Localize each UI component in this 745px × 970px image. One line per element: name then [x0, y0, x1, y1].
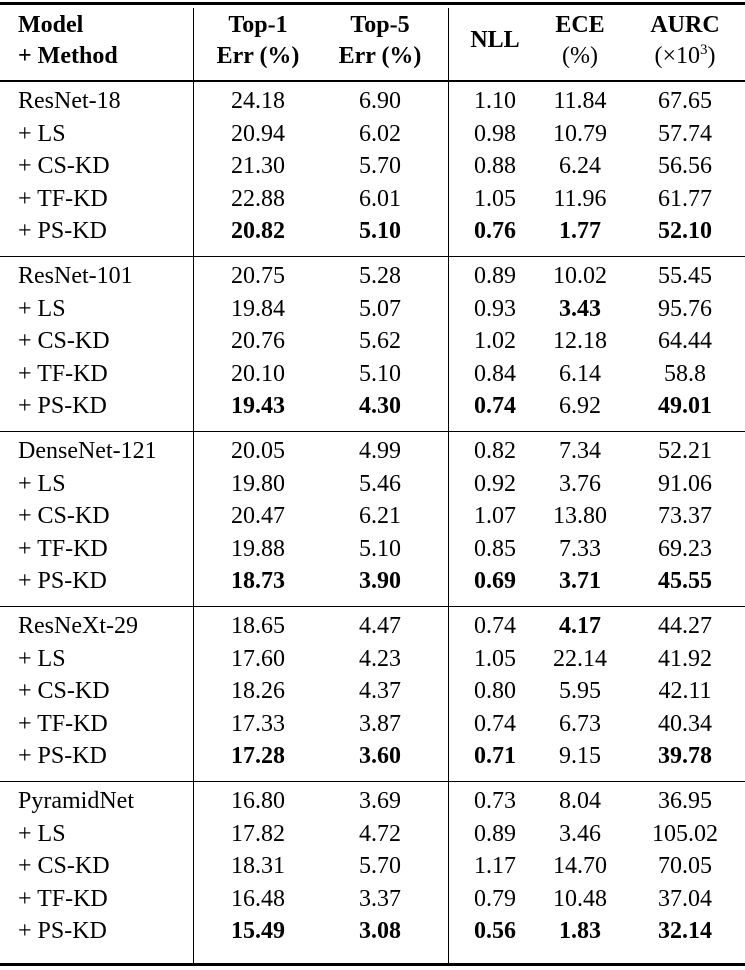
nll-cell: 0.76	[474, 218, 516, 244]
nll-cell: 0.89	[474, 263, 516, 289]
nll-cell: 0.98	[474, 120, 516, 147]
nll-cell: 0.69	[474, 568, 516, 594]
method-cell: ResNet-101	[18, 263, 133, 289]
nll-cell: 0.79	[474, 885, 516, 912]
ece-cell: 10.02	[553, 263, 607, 289]
ece-cell: 22.14	[553, 645, 607, 672]
method-cell: + CS-KD	[18, 678, 110, 704]
header-rule	[0, 80, 745, 82]
top1-cell: 19.80	[231, 470, 285, 497]
aurc-cell: 73.37	[658, 503, 712, 529]
nll-cell: 0.82	[474, 438, 516, 464]
aurc-cell: 95.76	[658, 295, 712, 322]
top5-cell: 4.23	[359, 645, 401, 672]
ece-cell: 1.83	[559, 918, 601, 944]
aurc-cell: 32.14	[658, 918, 712, 944]
top5-cell: 3.60	[359, 743, 401, 769]
top5-cell: 5.10	[359, 218, 401, 244]
method-cell: + CS-KD	[18, 153, 110, 179]
nll-cell: 1.05	[474, 645, 516, 672]
aurc-cell: 56.56	[658, 153, 712, 179]
top1-cell: 16.48	[231, 885, 285, 912]
aurc-cell: 64.44	[658, 328, 712, 354]
method-cell: + LS	[18, 470, 66, 497]
top5-cell: 5.10	[359, 360, 401, 387]
ece-cell: 7.33	[559, 535, 601, 562]
top1-cell: 20.82	[231, 218, 285, 244]
ece-cell: 5.95	[559, 678, 601, 704]
top5-cell: 4.30	[359, 393, 401, 419]
top5-cell: 3.37	[359, 885, 401, 912]
group-rule	[0, 781, 745, 783]
method-cell: + PS-KD	[18, 918, 107, 944]
top1-cell: 20.75	[231, 263, 285, 289]
aurc-cell: 70.05	[658, 853, 712, 879]
ece-cell: 7.34	[559, 438, 601, 464]
nll-cell: 1.02	[474, 328, 516, 354]
aurc-cell: 41.92	[658, 645, 712, 672]
ece-cell: 3.76	[559, 470, 601, 497]
top1-cell: 19.88	[231, 535, 285, 562]
top5-cell: 4.72	[359, 820, 401, 847]
ece-cell: 6.14	[559, 360, 601, 387]
aurc-unit-close: )	[707, 43, 716, 69]
aurc-cell: 105.02	[652, 820, 718, 847]
ece-cell: 12.18	[553, 328, 607, 354]
top1-cell: 20.10	[231, 360, 285, 387]
top5-cell: 4.37	[359, 678, 401, 704]
nll-cell: 0.93	[474, 295, 516, 322]
top1-cell: 18.65	[231, 613, 285, 639]
top1-cell: 15.49	[231, 918, 285, 944]
method-cell: + TF-KD	[18, 360, 108, 387]
aurc-cell: 67.65	[658, 88, 712, 114]
aurc-cell: 37.04	[658, 885, 712, 912]
top1-cell: 20.76	[231, 328, 285, 354]
method-cell: ResNet-18	[18, 88, 121, 114]
top1-cell: 16.80	[231, 788, 285, 814]
header-top5-unit: Err (%)	[338, 43, 422, 69]
header-top1: Top-1	[228, 12, 288, 38]
method-cell: + TF-KD	[18, 885, 108, 912]
top5-cell: 4.47	[359, 613, 401, 639]
top1-cell: 24.18	[231, 88, 285, 114]
ece-cell: 9.15	[559, 743, 601, 769]
aurc-cell: 55.45	[658, 263, 712, 289]
top5-cell: 3.08	[359, 918, 401, 944]
aurc-cell: 57.74	[658, 120, 712, 147]
bottom-rule	[0, 963, 745, 966]
top5-cell: 3.69	[359, 788, 401, 814]
method-cell: + CS-KD	[18, 853, 110, 879]
header-ece: ECE	[555, 12, 605, 38]
method-cell: + PS-KD	[18, 568, 107, 594]
top5-cell: 5.70	[359, 153, 401, 179]
top5-cell: 4.99	[359, 438, 401, 464]
top1-cell: 17.28	[231, 743, 285, 769]
top5-cell: 5.70	[359, 853, 401, 879]
nll-cell: 1.05	[474, 185, 516, 212]
ece-cell: 3.71	[559, 568, 601, 594]
top5-cell: 5.07	[359, 295, 401, 322]
ece-cell: 8.04	[559, 788, 601, 814]
nll-cell: 0.85	[474, 535, 516, 562]
nll-cell: 0.84	[474, 360, 516, 387]
nll-cell: 1.17	[474, 853, 516, 879]
method-cell: + LS	[18, 120, 66, 147]
ece-cell: 14.70	[553, 853, 607, 879]
ece-cell: 3.43	[559, 295, 601, 322]
ece-cell: 10.79	[553, 120, 607, 147]
top5-cell: 3.87	[359, 710, 401, 737]
method-cell: + LS	[18, 645, 66, 672]
method-cell: + CS-KD	[18, 503, 110, 529]
top1-cell: 22.88	[231, 185, 285, 212]
header-ece-unit: (%)	[562, 43, 598, 69]
ece-cell: 6.92	[559, 393, 601, 419]
vertical-divider-2	[448, 8, 449, 965]
aurc-cell: 58.8	[664, 360, 706, 387]
top1-cell: 20.47	[231, 503, 285, 529]
ece-cell: 11.84	[553, 88, 607, 114]
top1-cell: 17.60	[231, 645, 285, 672]
aurc-cell: 44.27	[658, 613, 712, 639]
nll-cell: 0.74	[474, 613, 516, 639]
aurc-unit-exponent: 3	[700, 42, 708, 58]
nll-cell: 0.74	[474, 393, 516, 419]
nll-cell: 0.73	[474, 788, 516, 814]
aurc-cell: 69.23	[658, 535, 712, 562]
group-rule	[0, 256, 745, 258]
ece-cell: 3.46	[559, 820, 601, 847]
top1-cell: 18.26	[231, 678, 285, 704]
ece-cell: 6.73	[559, 710, 601, 737]
aurc-cell: 39.78	[658, 743, 712, 769]
method-cell: PyramidNet	[18, 788, 134, 814]
aurc-cell: 49.01	[658, 393, 712, 419]
top1-cell: 17.82	[231, 820, 285, 847]
top1-cell: 17.33	[231, 710, 285, 737]
ece-cell: 13.80	[553, 503, 607, 529]
top1-cell: 19.43	[231, 393, 285, 419]
top-rule	[0, 2, 745, 5]
header-model: Model	[18, 12, 84, 38]
top5-cell: 5.62	[359, 328, 401, 354]
top1-cell: 18.31	[231, 853, 285, 879]
method-cell: + PS-KD	[18, 743, 107, 769]
header-nll: NLL	[470, 27, 520, 53]
aurc-cell: 52.10	[658, 218, 712, 244]
group-rule	[0, 606, 745, 608]
top5-cell: 6.02	[359, 120, 401, 147]
top5-cell: 5.28	[359, 263, 401, 289]
header-method: + Method	[18, 43, 118, 69]
aurc-cell: 91.06	[658, 470, 712, 497]
aurc-cell: 52.21	[658, 438, 712, 464]
group-rule	[0, 431, 745, 433]
top1-cell: 21.30	[231, 153, 285, 179]
nll-cell: 1.10	[474, 88, 516, 114]
nll-cell: 0.56	[474, 918, 516, 944]
method-cell: + LS	[18, 820, 66, 847]
nll-cell: 1.07	[474, 503, 516, 529]
method-cell: DenseNet-121	[18, 438, 157, 464]
header-aurc-unit	[630, 41, 740, 71]
method-cell: + LS	[18, 295, 66, 322]
nll-cell: 0.80	[474, 678, 516, 704]
top1-cell: 20.94	[231, 120, 285, 147]
header-aurc: AURC	[650, 12, 720, 38]
top5-cell: 5.46	[359, 470, 401, 497]
aurc-cell: 42.11	[658, 678, 712, 704]
vertical-divider-1	[193, 8, 194, 965]
ece-cell: 11.96	[553, 185, 607, 212]
nll-cell: 0.89	[474, 820, 516, 847]
top1-cell: 18.73	[231, 568, 285, 594]
aurc-cell: 61.77	[658, 185, 712, 212]
top5-cell: 3.90	[359, 568, 401, 594]
nll-cell: 0.74	[474, 710, 516, 737]
aurc-cell: 40.34	[658, 710, 712, 737]
header-top5: Top-5	[350, 12, 410, 38]
ece-cell: 1.77	[559, 218, 601, 244]
method-cell: + TF-KD	[18, 710, 108, 737]
method-cell: + CS-KD	[18, 328, 110, 354]
nll-cell: 0.71	[474, 743, 516, 769]
method-cell: ResNeXt-29	[18, 613, 138, 639]
aurc-cell: 45.55	[658, 568, 712, 594]
top1-cell: 19.84	[231, 295, 285, 322]
ece-cell: 10.48	[553, 885, 607, 912]
top5-cell: 6.90	[359, 88, 401, 114]
top1-cell: 20.05	[231, 438, 285, 464]
nll-cell: 0.92	[474, 470, 516, 497]
header-top1-unit: Err (%)	[216, 43, 300, 69]
top5-cell: 6.21	[359, 503, 401, 529]
ece-cell: 4.17	[559, 613, 601, 639]
aurc-unit-base: (×10	[654, 43, 701, 69]
aurc-cell: 36.95	[658, 788, 712, 814]
method-cell: + TF-KD	[18, 185, 108, 212]
method-cell: + PS-KD	[18, 393, 107, 419]
nll-cell: 0.88	[474, 153, 516, 179]
ece-cell: 6.24	[559, 153, 601, 179]
top5-cell: 6.01	[359, 185, 401, 212]
top5-cell: 5.10	[359, 535, 401, 562]
method-cell: + PS-KD	[18, 218, 107, 244]
method-cell: + TF-KD	[18, 535, 108, 562]
